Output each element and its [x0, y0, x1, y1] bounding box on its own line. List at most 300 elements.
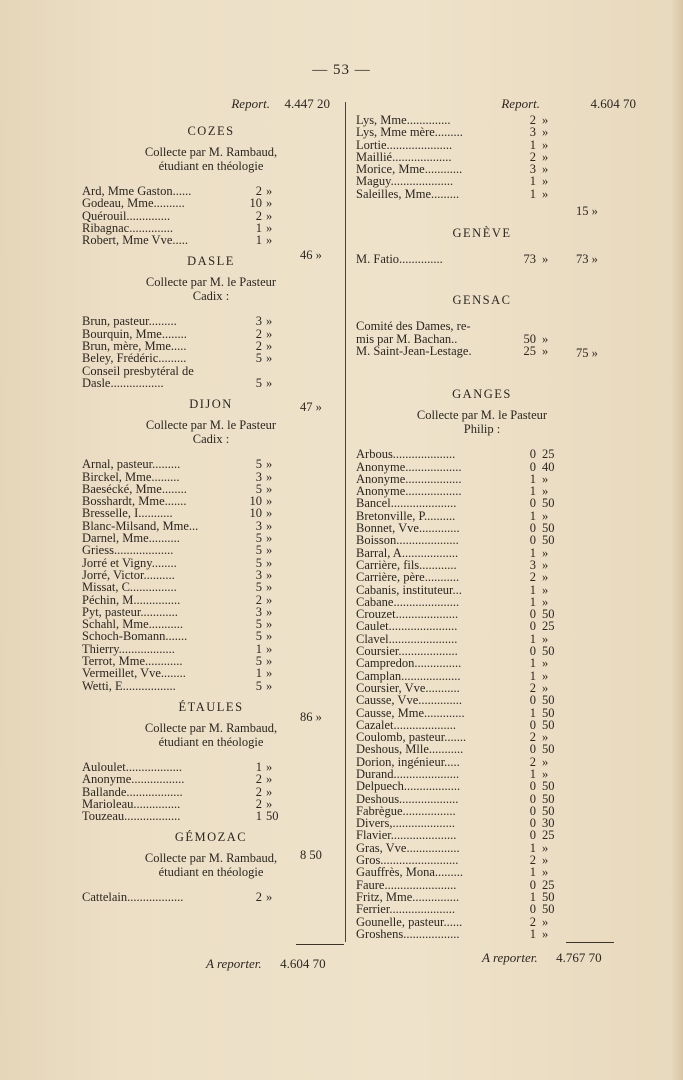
entry-centimes: 25	[542, 877, 555, 892]
list-item	[356, 694, 608, 706]
entry-list	[82, 761, 340, 822]
entry-centimes: »	[542, 471, 549, 486]
entry-name: Darnel, Mme..........	[82, 531, 180, 546]
entry-centimes: »	[266, 592, 273, 607]
entry-francs: 1	[255, 759, 262, 774]
section-heading: DASLE	[187, 254, 235, 269]
section-heading: DIJON	[189, 397, 233, 412]
entry-list	[356, 448, 608, 940]
entry-name: Bourquin, Mme........	[82, 326, 187, 341]
entry-centimes: »	[542, 125, 549, 140]
page-number: — 53 —	[312, 62, 371, 78]
spacer	[356, 265, 608, 285]
entry-francs: 1	[529, 766, 536, 781]
entry-francs: 2	[529, 853, 536, 868]
entry-francs: 0	[529, 459, 536, 474]
entry-centimes: »	[542, 331, 549, 346]
entry-name: Schoch-Bomann.......	[82, 629, 188, 644]
entry-name: Birckel, Mme.........	[82, 469, 180, 484]
entry-centimes: »	[542, 853, 549, 868]
entry-name: Touzeau..................	[82, 809, 181, 824]
entry-centimes: 50	[542, 889, 555, 904]
entry-name: Durand.....................	[356, 766, 460, 781]
entry-francs: 3	[529, 162, 536, 177]
entry-francs: 0	[529, 521, 536, 536]
entry-name: Deshous, Mlle...........	[356, 742, 464, 757]
entry-centimes: »	[266, 654, 273, 669]
collecte-line: Collecte par M. Rambaud,	[144, 851, 278, 866]
entry-francs: 1	[529, 656, 536, 671]
entry-name: Péchin, M...............	[82, 592, 181, 607]
column-divider	[345, 102, 346, 942]
section-subtotal: 46 »	[300, 248, 322, 262]
list-item	[82, 458, 340, 470]
entry-centimes: 30	[542, 816, 555, 831]
right-content	[356, 114, 608, 940]
entry-francs: 3	[255, 604, 262, 619]
list-item	[356, 707, 608, 719]
list-item	[356, 743, 608, 755]
entry-francs: 2	[529, 680, 536, 695]
collecte-line: Collecte par M. le Pasteur	[145, 275, 277, 290]
entry-list	[356, 114, 608, 200]
collecte-line: Collecte par M. Rambaud,	[144, 720, 278, 735]
entry-centimes: »	[266, 531, 273, 546]
entry-name: Coursier...................	[356, 644, 458, 659]
section-subtotal: 75 »	[576, 346, 598, 360]
list-item	[82, 507, 340, 519]
entry-francs: 3	[529, 557, 536, 572]
collecte-text	[82, 145, 340, 173]
entry-name: Cazalet....................	[356, 717, 456, 732]
entry-francs: 0	[529, 607, 536, 622]
list-item	[356, 253, 608, 265]
entry-francs: 0	[529, 447, 536, 462]
collecte-text	[356, 408, 608, 436]
entry-francs: 0	[529, 496, 536, 511]
entry-centimes: »	[266, 494, 273, 509]
entry-centimes: »	[542, 484, 549, 499]
entry-francs: 1	[255, 809, 262, 824]
entry-centimes: »	[266, 543, 273, 558]
list-item	[82, 581, 340, 593]
entry-centimes: »	[542, 557, 549, 572]
entry-name: Deshous...................	[356, 791, 459, 806]
list-item	[82, 891, 340, 903]
entry-francs: 0	[529, 828, 536, 843]
entry-centimes: »	[266, 375, 273, 390]
entry-centimes: »	[542, 570, 549, 585]
list-item	[356, 175, 608, 187]
list-item	[356, 534, 608, 546]
entry-centimes: 25	[542, 447, 555, 462]
list-item	[82, 786, 340, 798]
entry-name: Ard, Mme Gaston......	[82, 184, 192, 198]
entry-francs: 2	[529, 914, 536, 929]
entry-name: Lys, Mme mère.........	[356, 125, 463, 140]
entry-name: Robert, Mme Vve.....	[82, 233, 189, 248]
entry-centimes: »	[542, 582, 549, 597]
entry-centimes: »	[542, 113, 549, 127]
entry-centimes: »	[266, 506, 273, 521]
entry-name: Lortie.....................	[356, 137, 453, 152]
collecte-line: Collecte par M. le Pasteur	[416, 408, 548, 423]
entry-list	[82, 891, 340, 903]
section-heading: ÉTAULES	[178, 699, 244, 714]
entry-name: Delpuech..................	[356, 779, 461, 794]
entry-francs: 2	[255, 184, 262, 198]
entry-name: Causse, Vve..............	[356, 693, 463, 708]
entry-francs: 0	[529, 717, 536, 732]
entry-name: Missat, C...............	[82, 580, 177, 595]
entry-francs: 5	[255, 654, 262, 669]
entry-name: Crouzet....................	[356, 607, 459, 622]
entry-centimes: »	[266, 208, 273, 223]
left-column	[82, 96, 340, 904]
entry-francs: 2	[529, 754, 536, 769]
entry-name: Faure.......................	[356, 877, 457, 892]
entry-francs: 1	[255, 220, 262, 235]
entry-name: Brun, pasteur.........	[82, 314, 177, 329]
entry-name: Bresselle, I...........	[82, 506, 173, 521]
entry-centimes: »	[266, 469, 273, 484]
entry-centimes: »	[266, 641, 273, 656]
entry-francs: 73	[523, 252, 536, 267]
entry-name: Caulet......................	[356, 619, 458, 634]
spacer	[356, 200, 608, 218]
entry-centimes: »	[266, 604, 273, 619]
entry-francs: 0	[529, 877, 536, 892]
collecte-text	[82, 418, 340, 446]
entry-francs: 1	[529, 840, 536, 855]
entry-centimes: »	[266, 326, 273, 341]
entry-francs: 0	[529, 742, 536, 757]
list-item	[356, 903, 608, 915]
entry-list	[356, 253, 608, 265]
left-a-reporter-label: A reporter.	[206, 956, 262, 971]
entry-francs: 5	[255, 457, 262, 472]
entry-name: Clavel......................	[356, 631, 458, 646]
entry-centimes: »	[542, 865, 549, 880]
entry-name: Conseil presbytéral de	[82, 363, 194, 378]
entry-francs: 2	[529, 149, 536, 164]
right-report-amount: 4.604 70	[590, 96, 636, 111]
list-item	[356, 448, 608, 460]
entry-francs: 2	[255, 772, 262, 787]
collecte-line: Collecte par M. le Pasteur	[145, 418, 277, 433]
entry-name: Cattelain..................	[82, 890, 184, 905]
entry-centimes: »	[542, 926, 549, 941]
collecte-line: Cadix :	[192, 289, 230, 304]
entry-centimes: 50	[542, 521, 555, 536]
entry-name: Maguy....................	[356, 174, 454, 189]
entry-centimes: »	[542, 508, 549, 523]
entry-name: Griess...................	[82, 543, 174, 558]
entry-name: Causse, Mme.............	[356, 705, 465, 720]
entry-francs: 0	[529, 693, 536, 708]
entry-list	[82, 458, 340, 692]
entry-name: Anonyme..................	[356, 484, 462, 499]
entry-centimes: 25	[542, 828, 555, 843]
right-report-label: Report.	[501, 96, 540, 111]
entry-name: Coursier, Vve...........	[356, 680, 460, 695]
entry-centimes: »	[542, 680, 549, 695]
entry-francs: 5	[255, 481, 262, 496]
entry-centimes: 50	[542, 779, 555, 794]
entry-francs: 2	[255, 326, 262, 341]
list-item	[82, 315, 340, 327]
list-item	[82, 352, 340, 364]
entry-centimes: »	[266, 567, 273, 582]
list-item	[356, 571, 608, 583]
list-item	[82, 234, 340, 246]
entry-centimes: »	[542, 594, 549, 609]
entry-francs: 50	[523, 331, 536, 346]
spacer	[356, 357, 608, 379]
entry-name: Blanc-Milsand, Mme...	[82, 518, 199, 533]
entry-francs: 2	[529, 570, 536, 585]
list-item	[356, 916, 608, 928]
entry-centimes: »	[266, 481, 273, 496]
entry-francs: 5	[255, 543, 262, 558]
entry-centimes: 50	[542, 607, 555, 622]
entry-name: Carrière, père...........	[356, 570, 460, 585]
entry-centimes: »	[266, 457, 273, 472]
entry-centimes: »	[542, 174, 549, 189]
entry-francs: 1	[529, 865, 536, 880]
entry-centimes: »	[266, 220, 273, 235]
right-a-reporter-label: A reporter.	[482, 950, 538, 965]
entry-name: Gounelle, pasteur......	[356, 914, 463, 929]
entry-francs: 1	[529, 889, 536, 904]
right-column	[356, 96, 636, 941]
collecte-text	[82, 721, 340, 749]
entry-name: Marioleau...............	[82, 796, 181, 811]
entry-name: Carrière, fils............	[356, 557, 457, 572]
entry-francs: 1	[529, 174, 536, 189]
entry-centimes: »	[266, 518, 273, 533]
entry-centimes: »	[542, 766, 549, 781]
entry-francs: 10	[249, 494, 262, 509]
list-item	[356, 780, 608, 792]
entry-name: Coulomb, pasteur.......	[356, 730, 467, 745]
entry-list	[82, 185, 340, 246]
entry-name: Morice, Mme............	[356, 162, 463, 177]
entry-name: Vermeillet, Vve........	[82, 666, 186, 681]
page-edge-stain	[671, 0, 683, 1080]
left-a-reporter	[206, 956, 326, 972]
entry-name: Wetti, E.................	[82, 678, 176, 693]
entry-name: Bretonville, P..........	[356, 508, 456, 523]
list-item	[356, 928, 608, 940]
entry-francs: 2	[255, 208, 262, 223]
entry-francs: 1	[529, 668, 536, 683]
entry-francs: 1	[529, 926, 536, 941]
entry-name: Fabrègue.................	[356, 803, 456, 818]
entry-name: Fritz, Mme...............	[356, 889, 460, 904]
entry-name: Terrot, Mme............	[82, 654, 183, 669]
entry-centimes: »	[542, 656, 549, 671]
entry-name: Baesécké, Mme........	[82, 481, 187, 496]
entry-francs: 1	[529, 186, 536, 201]
entry-francs: 1	[529, 705, 536, 720]
entry-name: Gros.........................	[356, 853, 459, 868]
collecte-line: étudiant en théologie	[158, 159, 264, 173]
entry-centimes: 50	[266, 809, 279, 824]
right-total-rule	[566, 942, 614, 943]
entry-name: Barral, A..................	[356, 545, 459, 560]
right-a-reporter	[482, 950, 602, 966]
entry-name: Pyt, pasteur............	[82, 604, 178, 619]
entry-centimes: 50	[542, 717, 555, 732]
entry-francs: 1	[529, 137, 536, 152]
entry-francs: 2	[255, 339, 262, 354]
entry-name: Groshens..................	[356, 926, 460, 941]
entry-name: Cabanis, instituteur...	[356, 582, 462, 597]
entry-name: Lys, Mme..............	[356, 113, 451, 127]
entry-name: Ballande..................	[82, 784, 183, 799]
right-a-reporter-amount: 4.767 70	[556, 950, 602, 965]
entry-list	[82, 315, 340, 389]
left-report-amount: 4.447 20	[284, 96, 330, 111]
entry-name: Jorré, Victor..........	[82, 567, 175, 582]
entry-name: Saleilles, Mme.........	[356, 186, 460, 201]
entry-name: Comité des Dames, re-	[356, 319, 471, 334]
entry-name: Divers,....................	[356, 816, 455, 831]
entry-name: Anonyme.................	[82, 772, 185, 787]
entry-name: Flavier.....................	[356, 828, 457, 843]
entry-francs: 1	[255, 641, 262, 656]
section-heading: GÉMOZAC	[174, 830, 248, 845]
section-heading: GENÈVE	[452, 226, 512, 241]
entry-centimes: 50	[542, 742, 555, 757]
entry-centimes: 25	[542, 619, 555, 634]
entry-centimes: 50	[542, 791, 555, 806]
collecte-line: Philip :	[463, 422, 501, 437]
list-item	[356, 620, 608, 632]
entry-francs: 5	[255, 555, 262, 570]
list-item	[356, 345, 608, 357]
entry-centimes: »	[542, 914, 549, 929]
entry-francs: 5	[255, 617, 262, 632]
entry-name: Godeau, Mme..........	[82, 196, 185, 211]
entry-francs: 5	[255, 375, 262, 390]
entry-centimes: »	[542, 186, 549, 201]
entry-centimes: »	[542, 840, 549, 855]
entry-centimes: »	[266, 666, 273, 681]
entry-centimes: »	[542, 631, 549, 646]
section-dasle	[82, 254, 340, 389]
collecte-line: étudiant en théologie	[158, 865, 264, 880]
list-item	[356, 126, 608, 138]
entry-name: Arnal, pasteur.........	[82, 457, 181, 472]
list-item	[356, 461, 608, 473]
list-item	[82, 377, 340, 389]
entry-centimes: »	[266, 759, 273, 774]
entry-francs: 2	[255, 592, 262, 607]
entry-name: Thierry..................	[82, 641, 175, 656]
section-subtotal: 73 »	[576, 252, 598, 266]
list-item	[82, 471, 340, 483]
entry-name: Camplan...................	[356, 668, 461, 683]
list-item	[356, 657, 608, 669]
entry-francs: 2	[255, 784, 262, 799]
entry-francs: 2	[255, 890, 262, 905]
entry-centimes: 50	[542, 533, 555, 548]
list-item	[82, 667, 340, 679]
entry-centimes: 50	[542, 644, 555, 659]
entry-francs: 2	[255, 796, 262, 811]
entry-francs: 3	[255, 567, 262, 582]
entry-francs: 5	[255, 678, 262, 693]
entry-francs: 0	[529, 791, 536, 806]
entry-centimes: »	[542, 545, 549, 560]
entry-francs: 1	[529, 484, 536, 499]
entry-name: Bosshardt, Mme.......	[82, 494, 187, 509]
entry-francs: 1	[529, 545, 536, 560]
entry-centimes: »	[542, 149, 549, 164]
entry-centimes: »	[266, 784, 273, 799]
section-subtotal: 47 »	[300, 400, 322, 414]
entry-centimes: »	[542, 754, 549, 769]
collecte-line: étudiant en théologie	[158, 734, 264, 749]
list-item	[82, 773, 340, 785]
entry-francs: 0	[529, 779, 536, 794]
entry-francs: 25	[523, 343, 536, 358]
entry-name: Cabane.....................	[356, 594, 460, 609]
entry-francs: 5	[255, 629, 262, 644]
section-heading: GENSAC	[452, 293, 512, 308]
collecte-text	[82, 275, 340, 303]
left-report-label: Report.	[231, 96, 270, 111]
entry-centimes: 50	[542, 803, 555, 818]
entry-name: Beley, Frédéric.........	[82, 351, 187, 366]
list-item	[82, 810, 340, 822]
entry-name: Boisson....................	[356, 533, 459, 548]
entry-francs: 0	[529, 902, 536, 917]
entry-centimes: 50	[542, 902, 555, 917]
entry-centimes: »	[266, 796, 273, 811]
entry-francs: 3	[255, 469, 262, 484]
entry-name: Schahl, Mme...........	[82, 617, 184, 632]
entry-centimes: »	[266, 196, 273, 211]
entry-centimes: »	[266, 555, 273, 570]
entry-name: Gauffrès, Mona.........	[356, 865, 464, 880]
list-item	[82, 680, 340, 692]
entry-francs: 1	[529, 508, 536, 523]
entry-centimes: »	[266, 184, 273, 198]
entry-centimes: 50	[542, 496, 555, 511]
entry-centimes: »	[542, 343, 549, 358]
entry-francs: 0	[529, 619, 536, 634]
list-item	[82, 544, 340, 556]
entry-centimes: »	[542, 668, 549, 683]
list-item	[356, 584, 608, 596]
section-cozes	[82, 124, 340, 246]
entry-francs: 10	[249, 196, 262, 211]
list-item	[82, 594, 340, 606]
entry-centimes: »	[266, 629, 273, 644]
entry-name: Bancel.....................	[356, 496, 457, 511]
list-item	[356, 320, 608, 332]
entry-centimes: »	[266, 678, 273, 693]
entry-francs: 1	[255, 233, 262, 248]
list-item	[82, 630, 340, 642]
entry-francs: 5	[255, 531, 262, 546]
entry-francs: 2	[529, 113, 536, 127]
entry-francs: 0	[529, 816, 536, 831]
entry-name: Dasle.................	[82, 375, 164, 390]
